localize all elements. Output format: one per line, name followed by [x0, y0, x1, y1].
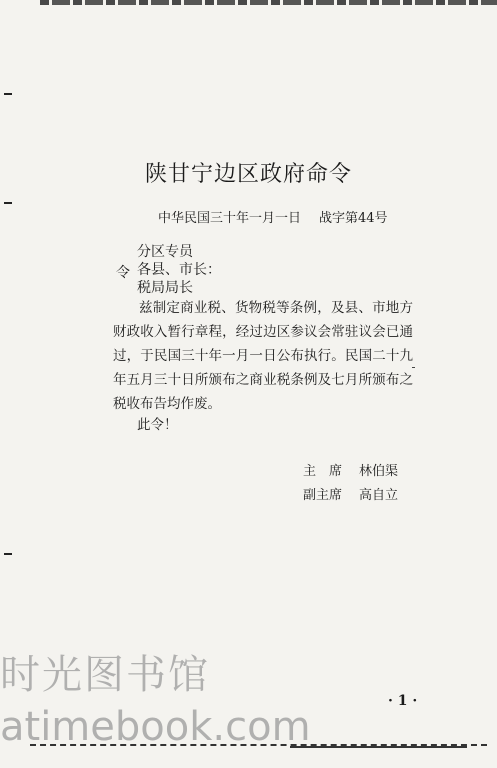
date-line — [158, 207, 388, 226]
page-number: · 1 · — [388, 693, 418, 709]
signer-role: 副主席 — [303, 488, 343, 503]
scan-edge-mark — [4, 93, 12, 95]
scan-top-edge — [40, 0, 497, 5]
bottom-rule — [290, 746, 467, 748]
scan-edge-mark — [4, 553, 12, 555]
issue-date: 中华民国三十年一月一日 — [158, 211, 302, 226]
signer-name: 林伯渠 — [359, 464, 399, 479]
recipient-item: 税局局长 — [137, 280, 193, 296]
signature-block — [303, 460, 398, 508]
closing-phrase: 此令！ — [137, 417, 178, 433]
signer-name: 高自立 — [359, 488, 399, 503]
document-title: 陕甘宁边区政府命令 — [144, 162, 352, 187]
order-mark: 令 — [116, 265, 130, 281]
recipient-item: 各县、市长： — [137, 262, 221, 278]
document-number: 战字第44号 — [319, 211, 388, 226]
order-body: 兹制定商业税、货物税等条例，及县、市地方财政收入暂行章程，经过边区参议会常驻议会已通过，于民国三十年一月一日公布执行。民国二十九年五月三十日所颁布之商业税条例及七月所颁布之税收布告均作废。 — [113, 300, 413, 412]
signer-row — [303, 484, 398, 508]
signer-role: 主 席 — [303, 464, 343, 479]
watermark-line2: atimebook.com — [0, 704, 311, 750]
watermark-line1: 时光图书馆 — [0, 652, 210, 698]
signer-row — [303, 460, 398, 484]
site-watermark — [0, 652, 311, 750]
scan-edge-mark — [4, 202, 12, 204]
recipient-item: 分区专员 — [137, 244, 193, 260]
recipient-list — [137, 243, 221, 297]
